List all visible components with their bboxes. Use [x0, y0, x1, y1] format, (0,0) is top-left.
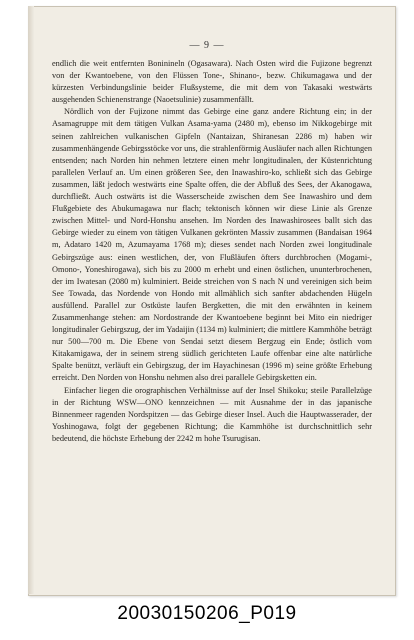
image-id-caption: 20030150206_P019: [117, 603, 297, 624]
page-number: — 9 —: [189, 40, 225, 51]
page-binding-edge: [28, 6, 34, 594]
paragraph-3: Einfacher liegen die orographischen Verhältnisse auf der Insel Shikoku; steile Parallelzüge in der Richtung WSW—ONO kennzeichnen — mit Ausnahme der in das japanische Binnenmeer ragenden Nordspitzen — das Gebirge dieser Insel. Auch die Hauptwasserader, der Yoshinogawa, folgt der gegebenen Richtung; die Kammhöhe ist durchschnittlich sehr bedeutend, die höchste Erhebung der 2242 m hohe Tsurugisan.: [52, 385, 372, 443]
paragraph-1: endlich die weit entfernten Boninineln (Ogasawara). Nach Osten wird die Fujizone begrenzt von der Kwantoebene, von den Flüssen Tone-, Shinano-, bezw. Chikumagawa und der kürzesten Verbindungslinie beider Flußsysteme, die mit dem von Takasaki westwärts ausgehenden Schienenstrange (Naoetsulinie) zusammenfällt.: [52, 59, 372, 105]
paragraph-2: Nördlich von der Fujizone nimmt das Gebirge eine ganz andere Richtung ein; in der Asamagruppe mit dem tätigen Vulkan Asama-yama (2480 m), ebenso im Nikkogebirge mit seinen zahlreichen vulkanischen Gipfeln (Nantaizan, Shiranesan 2286 m) haben wir zusammenhängende Gebirgsstöcke vor uns, die strahlenförmig Ausläufer nach allen Richtungen entsenden; nach Norden hin nehmen letztere einen mehr longitudinalen, der Küstenrichtung parallelen Verlauf an. Um einen größeren See, den Inawashiro-ko, schließt sich das Gebirge zusammen, läßt jedoch westwärts eine Spalte offen, die der Abfluß des Sees, der Akanogawa, durchfließt. Auch ostwärts ist die Wasserscheide zwischen dem See Inawashiro und dem Flußgebiete des Abukumagawa nur flach; tektonisch können wir diese Linie als Grenze zwischen Mittel- und Nord-Honshu ansehen. Im Norden des Inawashirosees ballt sich das Gebirge wieder zu einem von tätigen Vulkanen gekrönten Massiv zusammen (Bandaisan 1964 m, Adataro 1420 m, Azumayama 1768 m); dieses sendet nach Norden zwei longitudinale Gebirgszüge aus: einen westlichen, der, von Flußläufen öfters durchbrochen (Mogami-, Omono-, Yoneshirogawa), sich bis zu 2000 m erhebt und einen östlichen, ununterbrochenen, der im Iwatesan (2080 m) kulminiert. Beide streichen von S nach N und vereinigen sich beim See Towada, das Nordende von Hondo mit allmählich sich sanfter abdachenden Hügeln ausfüllend. Parallel zur Ostküste laufen Bergketten, die mit den erwähnten in keinem Zusammenhange stehen: am Nordostrande der Kwantoebene beginnt bei Mito ein niedriger longitudinaler Gebirgszug, der im Yadaijin (1134 m) kulminiert; die mittlere Kammhöhe beträgt nur 500—700 m. Die Ebene von Sendai setzt diesem Bergzug ein Ende; östlich vom Kitakamigawa, der in seinem streng südlich gerichteten Laufe offenbar eine alte natürliche Spalte benützt, verläuft ein Gebirgszug, der im Hayachinesan (1996 m) seine größte Erhebung erreicht. Den Norden von Honshu nehmen also drei parallele Gebirgsketten ein.: [52, 107, 372, 383]
page-body-text: [52, 58, 372, 445]
